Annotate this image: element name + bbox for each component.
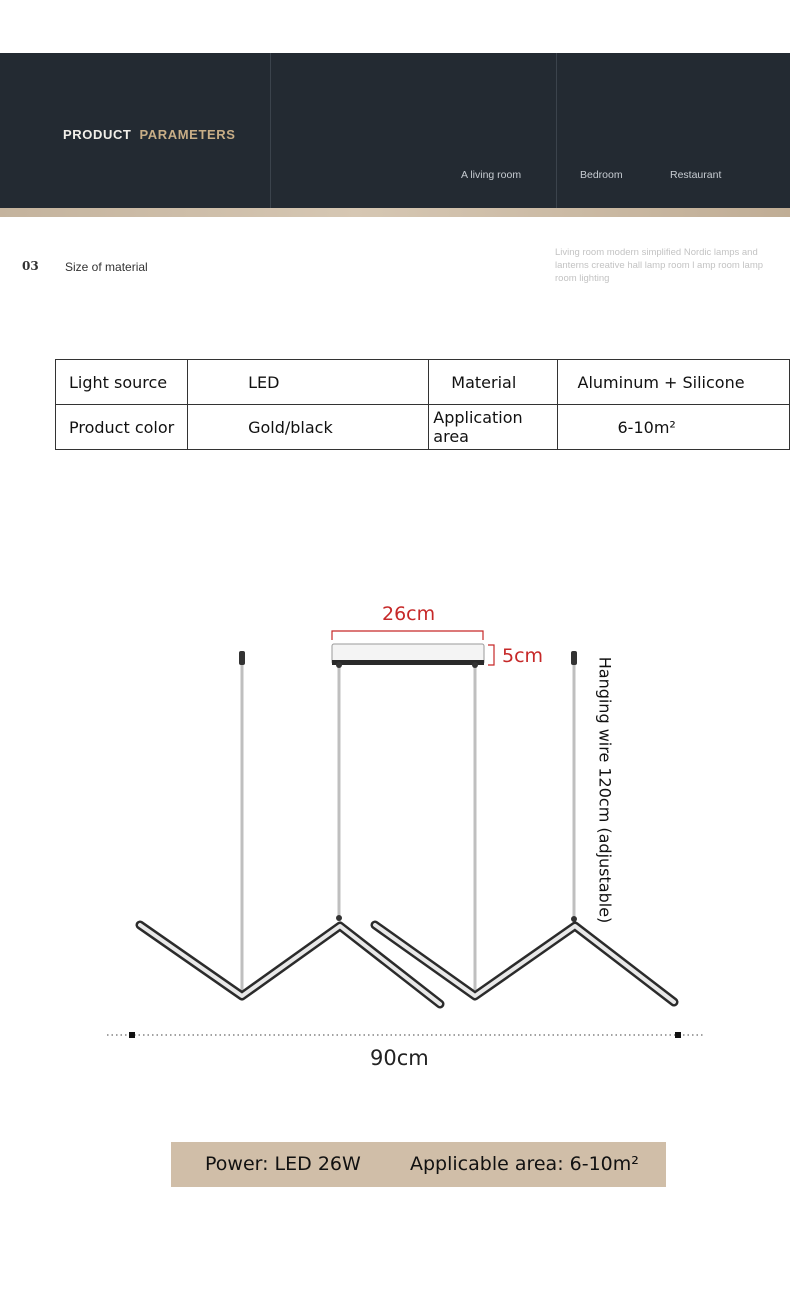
cell-value-material: Aluminum + Silicone bbox=[557, 360, 790, 405]
total-width-label: 90cm bbox=[370, 1046, 429, 1070]
section-description: Living room modern simplified Nordic lamps and lanterns creative hall lamp room l amp room lamp room lighting bbox=[555, 247, 764, 284]
section-number: 03 bbox=[22, 259, 39, 273]
canopy-width-bracket bbox=[332, 631, 483, 640]
section-title: Size of material bbox=[65, 260, 148, 274]
title-word-product: PRODUCT bbox=[63, 127, 132, 142]
total-width-line bbox=[107, 1032, 703, 1038]
wire-caps bbox=[239, 651, 577, 922]
room-living-room: A living room bbox=[461, 169, 522, 181]
cell-label-product-color: Product color bbox=[56, 405, 188, 450]
cell-value-product-color: Gold/black bbox=[188, 405, 429, 450]
cell-label-light-source: Light source bbox=[56, 360, 188, 405]
room-restaurant: Restaurant bbox=[670, 169, 722, 181]
canopy-width-label: 26cm bbox=[382, 603, 436, 625]
canopy-height-label: 5cm bbox=[502, 645, 544, 667]
canopy-base bbox=[332, 660, 484, 665]
cell-label-material: Material bbox=[429, 360, 557, 405]
title-word-parameters: PARAMETERS bbox=[139, 127, 236, 142]
cell-value-light-source: LED bbox=[188, 360, 429, 405]
power-label: Power: LED 26W bbox=[205, 1153, 361, 1175]
cell-value-application-area: 6-10m² bbox=[557, 405, 790, 450]
applicable-area-label: Applicable area: 6-10m² bbox=[410, 1153, 639, 1175]
cell-label-application-area: Application area bbox=[429, 405, 557, 450]
hanging-wire-label: Hanging wire 120cm (adjustable) bbox=[595, 656, 615, 924]
canopy-height-bracket bbox=[488, 645, 494, 665]
power-info-bar bbox=[171, 1142, 666, 1187]
light-bars bbox=[140, 925, 674, 1004]
room-bedroom: Bedroom bbox=[580, 169, 623, 181]
